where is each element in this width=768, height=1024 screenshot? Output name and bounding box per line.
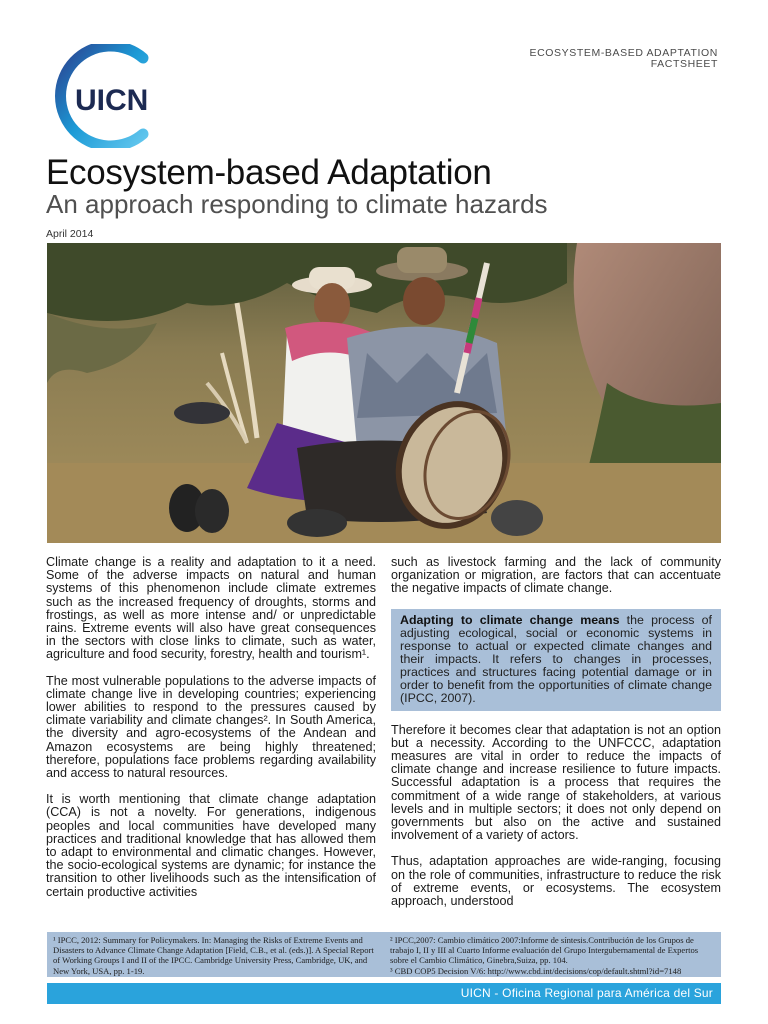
factsheet-series-label — [458, 48, 718, 70]
series-line-1: ECOSYSTEM-BASED ADAPTATION — [529, 47, 718, 59]
cover-photo — [47, 243, 721, 543]
body-column-right — [391, 556, 721, 921]
page-title: Ecosystem-based Adaptation — [46, 153, 492, 192]
footnote-1: ¹ IPCC, 2012: Summary for Policymakers. In: Managing the Risks of Extreme Events and Disasters to Advance Climate Change Adaptation [Field, C.B., et al. (eds.)]. A Special Report of Working Groups I and II of the IPCC. Cambridge University Press, Cambridge, UK, and New York, USA, pp. 1-19. — [53, 935, 374, 976]
page-subtitle: An approach responding to climate hazards — [46, 189, 548, 219]
paragraph-livestock: such as livestock farming and the lack of community organization or migration, are factors that can accentuate the negative impacts of climate change. — [391, 555, 721, 596]
footnotes-2-3 — [384, 932, 721, 977]
paragraph-cca-novelty: It is worth mentioning that climate change adaptation (CCA) is not a novelty. For generations, indigenous peoples and local communities have developed many practices and traditional knowledge that has allowed them to adapt to environmental and climatic changes. However, the socio-ecological systems are dynamic; for instance the transition to other livelihoods such as the intensification of certain productive activities — [46, 792, 376, 899]
paragraph-intro: Climate change is a reality and adaptation to it a need. Some of the adverse impacts on natural and human systems of this phenomenon include climate extremes such as the increased frequency of droughts, storms and frostings, as well as more intense and/ or unpredictable rains. Extreme events will also have great consequences in the sectors with close links to climate, such as water, agriculture and food security, forestry, health and tourism¹. — [46, 555, 376, 662]
footnotes-band — [47, 932, 721, 977]
svg-text:UICN: UICN — [75, 84, 149, 117]
callout-heading: Adapting to climate change means — [400, 612, 620, 627]
series-line-2: FACTSHEET — [650, 58, 718, 70]
callout-text: the process of adjusting ecological, social or economic systems in response to actual or expected climate changes and their impacts. It refers to changes in processes, practices and structures facing potential damage or in order to benefit from the opportunities of climate change (IPCC, 2007). — [400, 612, 712, 705]
body-column-left — [46, 556, 376, 912]
footnote-3: ³ CBD COP5 Decision V/6: http://www.cbd.int/decisions/cop/default.shtml?id=7148 — [390, 965, 682, 976]
footer-bar: UICN - Oficina Regional para América del Sur — [47, 983, 721, 1004]
paragraph-vulnerable: The most vulnerable populations to the adverse impacts of climate change live in developing countries; experiencing lower abilities to respond to the pressures caused by climate variability and climate changes². In South America, the diversity and agro-ecosystems of the Andean and Amazon ecosystems are being highly threatened; therefore, populations face problems regarding availability and access to natural resources. — [46, 673, 376, 781]
footnote-2: ² IPCC,2007: Cambio climático 2007:Informe de síntesis.Contribución de los Grupos de trabajo I, II y III al Cuarto Informe evaluación del Grupo Intergubernamental de Expertos sobre el Cambio Climático, Ginebra,Suiza, pp. 104. — [390, 935, 699, 966]
paragraph-approaches: Thus, adaptation approaches are wide-ranging, focusing on the role of communities, infrastructure to reduce the risk of extreme events, or ecosystems. The ecosystem approach, understood — [391, 854, 721, 909]
definition-callout — [391, 609, 721, 711]
uicn-logo — [48, 44, 166, 148]
publication-date: April 2014 — [46, 228, 94, 240]
paragraph-necessity: Therefore it becomes clear that adaptation is not an option but a necessity. According to the UNFCCC, adaptation measures are vital in order to reduce the impacts of climate change and increase resilience to future impacts. Successful adaptation is a process that requires the commitment of a wide range of stakeholders, at various levels and in multiple sectors; it does not only depend on governments but also on the active and sustained involvement of a variety of actors. — [391, 722, 721, 843]
